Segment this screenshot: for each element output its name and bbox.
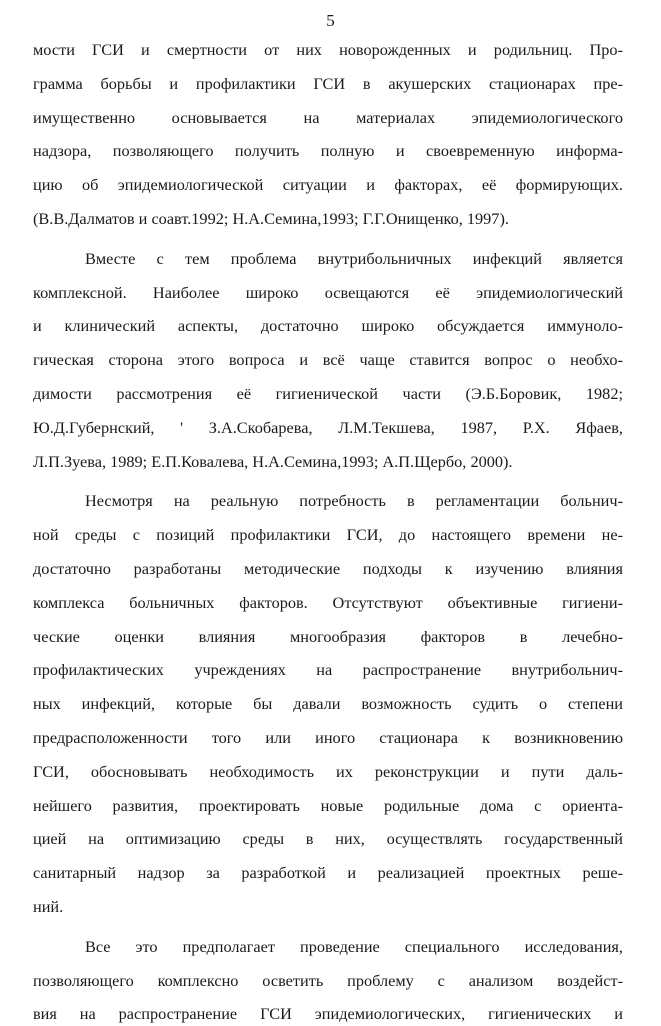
text-line: комплексной. Наиболее широко освещаются её эпидемиологический	[33, 282, 623, 302]
text-line: достаточно разработаны методические подходы к изучению влияния	[33, 559, 623, 578]
text-line: мости ГСИ и смертности от них новорожденных и родильниц. Про-	[33, 40, 623, 59]
text-line: комплекса больничных факторов. Отсутствуют объективные гигиени-	[33, 592, 623, 612]
text-line: грамма борьбы и профилактики ГСИ в акушерских стационарах пре-	[33, 73, 623, 93]
text-line: ческие оценки влияния многообразия факторов в лечебно-	[33, 626, 623, 646]
text-line: Вместе с тем проблема внутрибольничных инфекций является	[85, 248, 623, 268]
text-line: надзора, позволяющего получить полную и своевременную информа-	[33, 141, 623, 161]
text-line: цию об эпидемиологической ситуации и факторах, её формирующих.	[33, 175, 623, 195]
text-line: Л.П.Зуева, 1989; Е.П.Ковалева, Н.А.Семина,1993; А.П.Щербо, 2000).	[33, 451, 513, 471]
text-line: димости рассмотрения её гигиенической части (Э.Б.Боровик, 1982;	[33, 384, 623, 403]
text-line: имущественно основывается на материалах эпидемиологического	[33, 107, 623, 127]
text-line: профилактических учреждениях на распространение внутрибольнич-	[33, 660, 623, 680]
page-number: 5	[326, 11, 335, 30]
text-line: и клинический аспекты, достаточно широко обсуждается иммуноло-	[33, 316, 623, 336]
text-line: Все это предполагает проведение специального исследования,	[85, 936, 623, 956]
text-line: позволяющего комплексно осветить проблему с анализом воздейст-	[33, 970, 623, 990]
text-line: нейшего развития, проектировать новые родильные дома с ориента-	[33, 795, 623, 815]
text-line: ГСИ, обосновывать необходимость их реконструкции и пути даль-	[33, 761, 623, 781]
text-line: ний.	[33, 897, 64, 916]
text-line: цией на оптимизацию среды в них, осуществлять государственный	[33, 829, 623, 849]
text-line: Несмотря на реальную потребность в регламентации больнич-	[85, 491, 623, 511]
text-line: ных инфекций, которые бы давали возможность судить о степени	[33, 694, 623, 714]
text-line: гическая сторона этого вопроса и всё чаще ставится вопрос о необхо-	[33, 350, 623, 370]
text-line: (В.В.Далматов и соавт.1992; Н.А.Семина,1993; Г.Г.Онищенко, 1997).	[33, 209, 509, 228]
text-line: ной среды с позиций профилактики ГСИ, до настоящего времени не-	[33, 525, 623, 545]
text-line: Ю.Д.Губернский, ' З.А.Скобарева, Л.М.Текшева, 1987, Р.Х. Яфаев,	[33, 417, 623, 437]
text-line: вия на распространение ГСИ эпидемиологических, гигиенических и	[33, 1004, 623, 1024]
text-line: санитарный надзор за разработкой и реализацией проектных реше-	[33, 863, 623, 883]
text-line: предрасположенности того или иного стационара к возникновению	[33, 728, 623, 747]
